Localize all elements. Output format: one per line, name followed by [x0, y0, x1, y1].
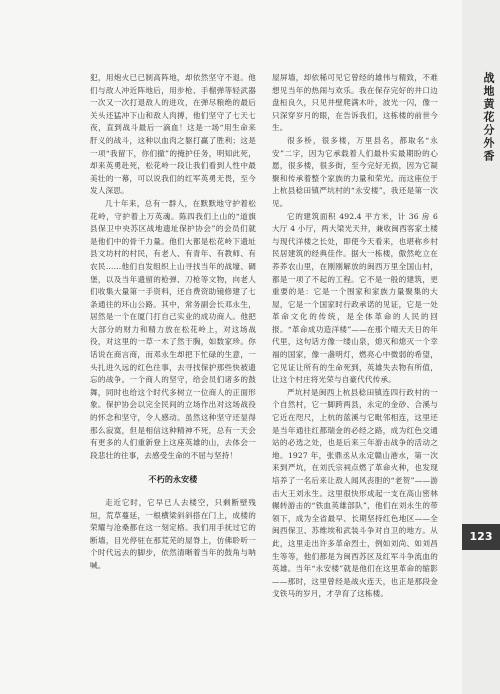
paragraph: 很多桥，很多楼，万里县名，都取名“永安”二字，因为它承载着人们最朴实最期盼的心愿，很多楼，很多街，至今完好无损，因为它凝聚和传承着整个家族的力量和荣光。而这座位于上杭县稔田镇严坑村的“永安楼”，我还是第一次见。	[272, 135, 438, 208]
chapter-title-line-1: 战地黄花	[482, 72, 495, 124]
paragraph: 犯，用炮火已已制高阵地，却依然坚守不退。他们与敌人冲近阵地后，用步枪、手榴弹等轻武器一次又一次打退敌人的进攻，在弹尽粮绝的最后关头还猛冲下山和敌人肉搏，他们坚守了七天七夜，直到战斗最后一滴血！这是一场“用生命来肝义的战斗，这种以血肉之躯打赢了胜利；这是一项“我留下，你们撤”的掩护任务，明知此死，却来英勇赴死，松花岭一段让我们看到人性中最美壮的一幕，可以说我们的红军英勇无畏，至今发人深思。	[90, 73, 256, 196]
left-column	[90, 72, 256, 573]
right-column	[272, 72, 438, 601]
section-heading: 不朽的永安楼	[148, 475, 198, 485]
paragraph: 几十年来，总有一群人，在默默地守护着松花岭，守护着上万英魂。陈四我们上山的“道旗县保卫中央苏区战地遗址保护协会”的会员们就是他们中的骨干力量。他们大都是松花岭下遗址县文坊村的村民，有老人、有青年、有教师、有农民……他们自发组织上山寻找当年的战壕、碉堡，以及当年遗留的枪弹、刀枪等文物，向老人们收集大量第一手资料，还自费资助镜修建了七条通往的环山公路。其中，常务副会长邓永生，居然是一个在厦门打自己实业的成功商人。他把大部分的财力和精力放在松花岭上，对这场战役，对这里的一草一木了然于胸，如数家珍。你话说在商言商，而邓永生却把下忙碌的生意，一头扎进久远的红色往事，去寻找保护那些快被遗忘的战争。一个商人的坚守，给会员们诸多的鼓舞，同时也给这个时代多树立一位商人的正面形象。保护协会以完全民间的立场作出对这场战役的怀念和坚守，令人感动。虽然这种坚守还显得那么寂寞，但是相信这种精神不死，总有一天会有更多的人们重新登上这座英雄的山，去体会一段悲壮的往事，去感受生命的不屈与坚持！	[90, 198, 256, 460]
paragraph: 它的建筑面积 492.4 平方米，计 36 房 6 大厅 4 小厅，两大梁光天井，兼收闽西客家土楼与现代洋楼之长处，即使今天看来，也堪称乡村民居建筑的经典佳作。据大一栋楼，傲然屹立在荞荞农山里，在刚刚解放的闽西万里全国山村，都是一项了不起的工程。它不是一般的建筑，更重要的是：它是一个围家和家族力量聚集的大屋，它是一个国家时行政承诺的见证，它是一处革命文化的传统，是全体革命的人民的回报。“革命成功造洋楼”——在那个晴天天日的年代里，这句话方像一缕山泉，熄灭和熄灭一个幸福的国家，像一盏明灯，燃亮心中微弱的希望，它见证让所有的生命死到，英雄失去物有所值，让这个村庄将光荣与自豪代代传承。	[272, 211, 438, 385]
paragraph: 屋屏墙，却依稀可见它曾经的雄伟与精致，不难想见当年的热闹与欢乐。我在保存完好的井口边盘桓良久，只见井壁爬满木叶，波光一闪，像一只深穿岁月的眼，在告诉我们，这栋楼的前世今生。	[272, 73, 438, 133]
paragraph: 走近它时，它早已人去楼空，只剩断壁残垣，荒草蔓延，一根横梁斜斜搭在门上，成楼的荣耀与沧桑都在这一刻定格。我们用手抚过它的断墙，目光停驻在那荒芜的屋脊上，仿佛聆听一个时代远去的脚步，依然清晰着当年的鼓角与呐喊。	[90, 498, 256, 570]
paragraph: 严坑村是闽西上杭县稔田镇连四行政村的一个自然村，它一脚跨两县，永定的金砂、合溪与它近在咫尺，上杭的蓝溪与它毗邻相连，这里还是当年通往红都瑞金的必经之路，成为红色交通站的必选之处，也是后来三年游击战争的活动之地。1927 年，张鼎丞从永定赣山港水，第一次来到严坑，在刘氏宗祠点燃了革命火种，也发现培养了一名后来让敌人闻风丧胆的“老贺”——游击大王刘永生。这里很快形成起一支在高山密林辗转游击的“铁血英雄部队”，他们在刘永生的带领下，成为全省最早、长期坚持红色地区——全闽西保卫、苏维埃和武装斗争对自卫的地方。从此，这里走出许多革命烈士，例如刘尚、如刘昌生等等，他们都是为闽西苏区及红军斗争流血的英雄。当年“永安楼”就是他们在这里革命的缩影——那时，这里曾经是战火连天，也正是那段金戈铁马的岁月，才孕育了这栋楼。	[272, 387, 438, 599]
chapter-title	[466, 72, 496, 163]
chapter-title-line-2: 分外香	[482, 124, 495, 163]
page-number: 123	[462, 524, 500, 550]
